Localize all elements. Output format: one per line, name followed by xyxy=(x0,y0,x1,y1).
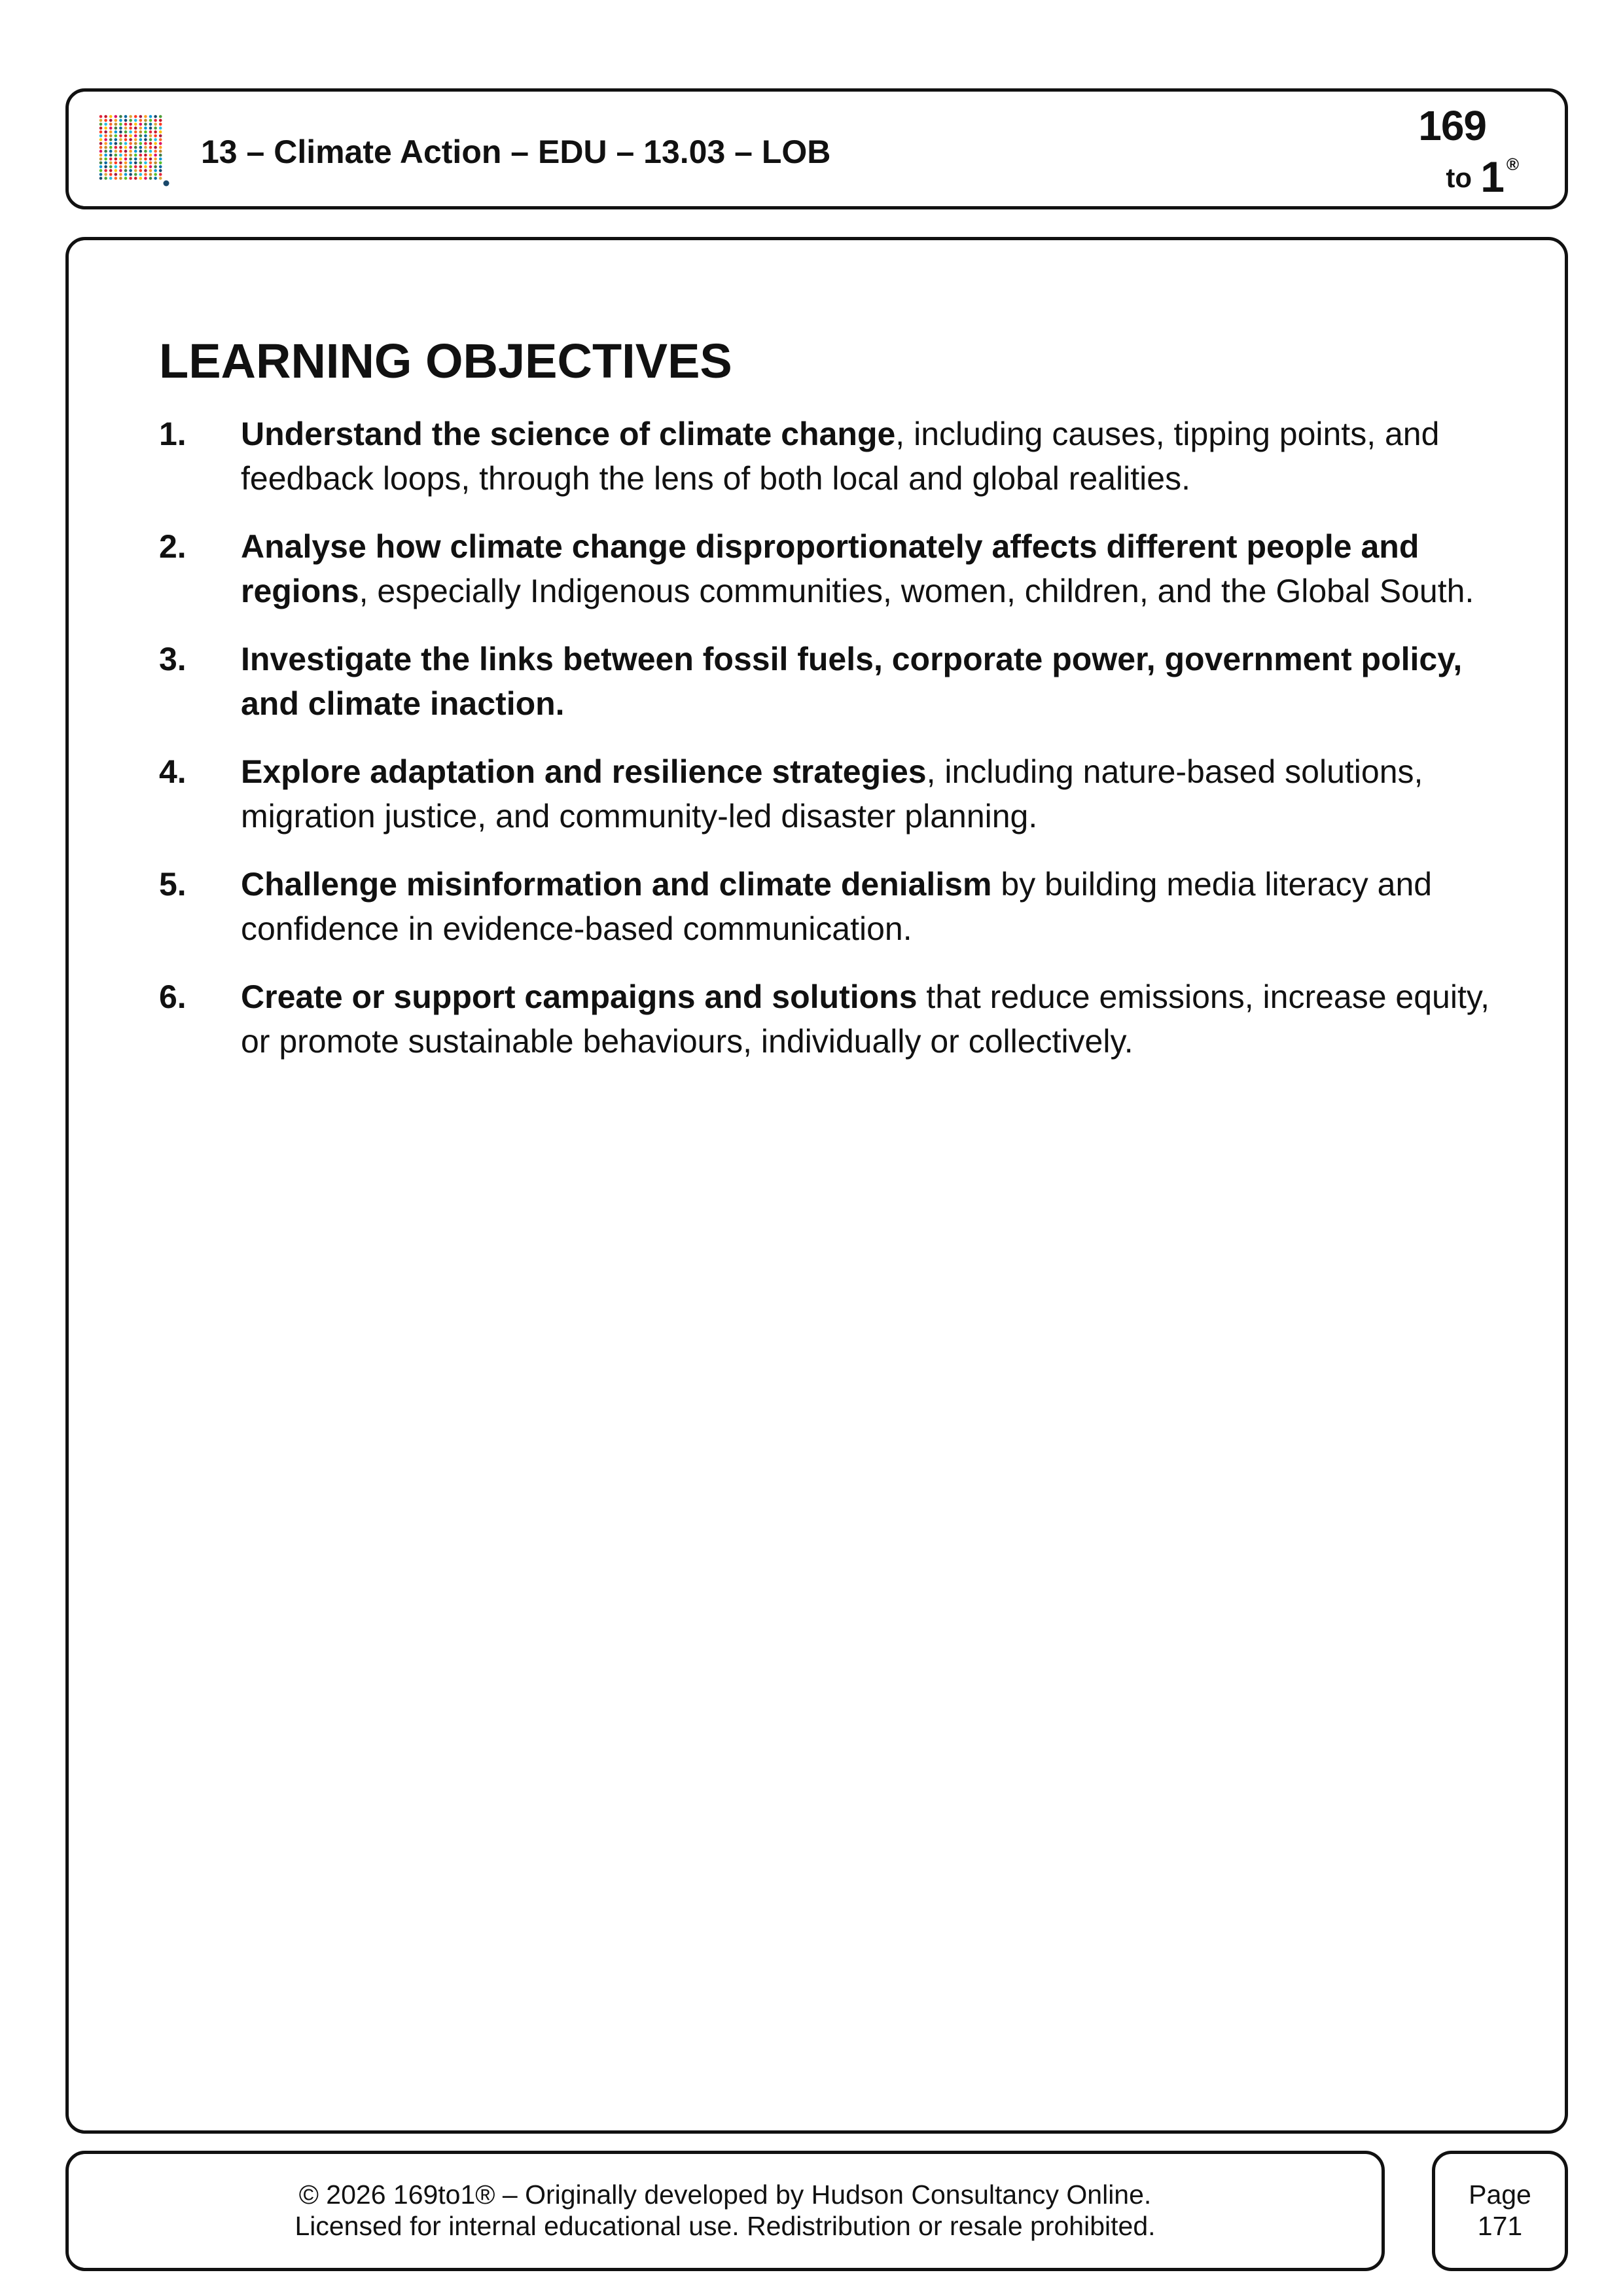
logo-dot xyxy=(134,154,137,157)
logo-dot xyxy=(134,126,137,130)
logo-dot xyxy=(154,150,157,153)
logo-dot xyxy=(134,169,137,172)
logo-dot xyxy=(134,165,137,168)
logo-dot xyxy=(144,146,147,149)
logo-dot xyxy=(149,173,152,176)
objective-bold-text: Challenge misinformation and climate denialism xyxy=(241,866,992,903)
objective-text: that reduce emissions, increase equity, or promote sustainable behaviours, individually or collectively. xyxy=(241,978,1490,1060)
logo-dot xyxy=(109,173,113,176)
logo-dot xyxy=(115,169,118,172)
logo-dot xyxy=(149,169,152,172)
logo-dot xyxy=(134,130,137,134)
logo-dot xyxy=(144,138,147,141)
logo-dot xyxy=(104,146,107,149)
logo-dot xyxy=(109,177,113,180)
license-line: Licensed for internal educational use. Redistribution or resale prohibited. xyxy=(294,2211,1156,2241)
logo-dot xyxy=(139,146,143,149)
logo-dot xyxy=(144,123,147,126)
objective-bold-text: Analyse how climate change disproportionately affects different people and regions xyxy=(241,528,1419,609)
logo-dot xyxy=(124,173,128,176)
logo-dot xyxy=(115,146,118,149)
logo-dot xyxy=(115,154,118,157)
document-title: 13 – Climate Action – EDU – 13.03 – LOB xyxy=(201,134,831,170)
logo-dot xyxy=(115,173,118,176)
logo-dot xyxy=(139,165,143,168)
logo-dot xyxy=(159,146,162,149)
logo-dot xyxy=(124,115,128,118)
brand-logo xyxy=(1388,98,1519,206)
logo-dot xyxy=(104,165,107,168)
logo-dot xyxy=(109,138,113,141)
section-heading: LEARNING OBJECTIVES xyxy=(159,334,732,388)
logo-dot xyxy=(139,169,143,172)
logo-dot xyxy=(149,165,152,168)
logo-dot xyxy=(109,134,113,137)
objective-text: by building media literacy and confidence in evidence-based communication. xyxy=(241,866,1433,947)
logo-dot xyxy=(115,150,118,153)
logo-dot xyxy=(109,115,113,118)
logo-dot xyxy=(104,126,107,130)
logo-dot xyxy=(129,162,132,165)
logo-dot xyxy=(144,126,147,130)
logo-dot xyxy=(119,123,122,126)
logo-dot xyxy=(104,123,107,126)
logo-dot xyxy=(144,177,147,180)
logo-dot xyxy=(124,154,128,157)
logo-dot xyxy=(99,150,103,153)
logo-dot xyxy=(144,158,147,161)
objective-item xyxy=(159,524,1507,613)
logo-dot xyxy=(99,169,103,172)
logo-dot xyxy=(159,142,162,145)
logo-dot xyxy=(144,119,147,122)
logo-dot xyxy=(104,154,107,157)
objective-item xyxy=(159,749,1507,838)
logo-dot xyxy=(139,130,143,134)
logo-dot xyxy=(124,165,128,168)
logo-dot xyxy=(129,169,132,172)
header-bar xyxy=(65,88,1568,209)
logo-dot xyxy=(99,173,103,176)
objective-bold-text: Explore adaptation and resilience strategies xyxy=(241,753,927,790)
logo-dot xyxy=(124,150,128,153)
objective-number: 2. xyxy=(159,528,187,565)
logo-dot xyxy=(159,177,162,180)
logo-dot xyxy=(129,177,132,180)
logo-dot xyxy=(115,165,118,168)
logo-dot xyxy=(139,150,143,153)
logo-dot xyxy=(124,126,128,130)
logo-dot xyxy=(109,158,113,161)
logo-dot xyxy=(154,146,157,149)
objective-bold-text: Create or support campaigns and solutions xyxy=(241,978,918,1015)
logo-dot xyxy=(139,123,143,126)
logo-dot xyxy=(129,146,132,149)
logo-dot xyxy=(149,158,152,161)
logo-dot xyxy=(99,119,103,122)
logo-dot xyxy=(154,119,157,122)
logo-dot xyxy=(104,130,107,134)
logo-dot xyxy=(134,146,137,149)
logo-dot xyxy=(124,119,128,122)
logo-dot xyxy=(149,162,152,165)
objective-bold-text: Investigate the links between fossil fuels, corporate power, government policy, and climate inaction. xyxy=(241,641,1463,722)
main-content-panel xyxy=(65,237,1568,2134)
logo-dot xyxy=(124,134,128,137)
logo-dot xyxy=(149,142,152,145)
logo-dot xyxy=(139,134,143,137)
logo-dot xyxy=(124,158,128,161)
objectives-list xyxy=(159,412,1507,1087)
logo-dot xyxy=(109,165,113,168)
logo-dot xyxy=(124,177,128,180)
logo-dot xyxy=(154,134,157,137)
logo-dot xyxy=(159,130,162,134)
logo-dot xyxy=(115,115,118,118)
logo-dot xyxy=(119,162,122,165)
objective-number: 6. xyxy=(159,978,187,1015)
logo-dot xyxy=(134,119,137,122)
objective-item xyxy=(159,637,1507,726)
logo-dot xyxy=(159,119,162,122)
logo-dot xyxy=(124,146,128,149)
logo-dot xyxy=(119,169,122,172)
page-number: 171 xyxy=(1477,2211,1523,2241)
logo-dot xyxy=(139,173,143,176)
logo-dot xyxy=(99,115,103,118)
logo-dot xyxy=(144,130,147,134)
logo-dot xyxy=(154,177,157,180)
logo-dot xyxy=(115,119,118,122)
objective-item xyxy=(159,862,1507,951)
logo-dot xyxy=(104,138,107,141)
logo-dot xyxy=(144,154,147,157)
logo-dot xyxy=(129,154,132,157)
logo-dot xyxy=(104,177,107,180)
logo-dot xyxy=(144,169,147,172)
logo-dot xyxy=(119,173,122,176)
logo-dot xyxy=(99,123,103,126)
objective-text: , including nature-based solutions, migration justice, and community-led disaster planning. xyxy=(241,753,1423,834)
logo-dot xyxy=(149,119,152,122)
dot-grid-logo-icon xyxy=(98,114,170,187)
logo-accent-dot xyxy=(164,181,169,187)
objective-number: 3. xyxy=(159,641,187,677)
objective-number: 4. xyxy=(159,753,187,790)
logo-dot xyxy=(159,169,162,172)
logo-dot xyxy=(154,165,157,168)
logo-dot xyxy=(149,123,152,126)
logo-dot xyxy=(154,158,157,161)
logo-dot xyxy=(99,158,103,161)
logo-dot xyxy=(119,126,122,130)
logo-dot xyxy=(115,126,118,130)
logo-dot xyxy=(115,142,118,145)
logo-dot xyxy=(104,169,107,172)
logo-dot xyxy=(144,165,147,168)
logo-dot xyxy=(159,126,162,130)
logo-dot xyxy=(109,126,113,130)
brand-registered-mark: ® xyxy=(1506,154,1519,174)
logo-dot xyxy=(119,130,122,134)
logo-dot xyxy=(119,150,122,153)
logo-dot xyxy=(154,142,157,145)
logo-dot xyxy=(99,142,103,145)
logo-dot xyxy=(139,119,143,122)
copyright-line: © 2026 169to1® – Originally developed by Hudson Consultancy Online. xyxy=(298,2179,1152,2210)
logo-dot xyxy=(159,115,162,118)
logo-dot xyxy=(104,162,107,165)
logo-dot xyxy=(154,162,157,165)
logo-dot xyxy=(159,165,162,168)
logo-dot xyxy=(109,123,113,126)
logo-dot xyxy=(134,134,137,137)
logo-dot xyxy=(129,158,132,161)
logo-dot xyxy=(134,158,137,161)
logo-dot xyxy=(119,154,122,157)
logo-dot xyxy=(99,162,103,165)
logo-dot xyxy=(109,162,113,165)
objective-number: 1. xyxy=(159,416,187,452)
logo-dot xyxy=(119,142,122,145)
page-number-box xyxy=(1432,2151,1568,2271)
logo-dot xyxy=(104,134,107,137)
logo-dot xyxy=(159,173,162,176)
logo-dot xyxy=(159,138,162,141)
logo-dot xyxy=(139,142,143,145)
logo-dot xyxy=(134,138,137,141)
logo-dot xyxy=(134,115,137,118)
logo-dot xyxy=(119,115,122,118)
brand-to: to xyxy=(1446,162,1472,193)
logo-dot xyxy=(119,165,122,168)
logo-dot xyxy=(115,130,118,134)
logo-dot xyxy=(134,142,137,145)
logo-dot xyxy=(129,150,132,153)
logo-dot xyxy=(129,165,132,168)
logo-dot xyxy=(144,142,147,145)
logo-dot xyxy=(159,154,162,157)
logo-dot xyxy=(119,138,122,141)
logo-dot xyxy=(129,126,132,130)
logo-dot xyxy=(149,138,152,141)
logo-dot xyxy=(124,162,128,165)
logo-dot xyxy=(99,134,103,137)
logo-dot xyxy=(99,177,103,180)
logo-dot xyxy=(124,142,128,145)
logo-dot xyxy=(144,134,147,137)
logo-dot xyxy=(149,177,152,180)
objective-item xyxy=(159,975,1507,1064)
objective-bold-text: Understand the science of climate change xyxy=(241,416,896,452)
logo-dot xyxy=(139,158,143,161)
logo-dot xyxy=(134,123,137,126)
logo-dot xyxy=(154,126,157,130)
objective-text: , including causes, tipping points, and feedback loops, through the lens of both local and global realities. xyxy=(241,416,1440,497)
logo-dot xyxy=(119,177,122,180)
logo-dot xyxy=(119,134,122,137)
logo-dot xyxy=(99,165,103,168)
logo-dot xyxy=(115,177,118,180)
logo-dot xyxy=(119,158,122,161)
logo-dot xyxy=(99,126,103,130)
logo-dot xyxy=(159,162,162,165)
logo-dot xyxy=(124,130,128,134)
logo-dot xyxy=(144,115,147,118)
logo-dot xyxy=(115,158,118,161)
logo-dot xyxy=(134,177,137,180)
logo-dot xyxy=(104,158,107,161)
logo-dot xyxy=(115,123,118,126)
logo-dot xyxy=(149,146,152,149)
logo-dot xyxy=(159,123,162,126)
logo-dot xyxy=(149,115,152,118)
logo-dot xyxy=(139,138,143,141)
logo-dot xyxy=(149,134,152,137)
logo-dot xyxy=(109,169,113,172)
logo-dot xyxy=(129,119,132,122)
logo-dot xyxy=(139,126,143,130)
logo-dot xyxy=(104,119,107,122)
logo-dot xyxy=(119,146,122,149)
objective-text: , especially Indigenous communities, women, children, and the Global South. xyxy=(359,573,1474,609)
logo-dot xyxy=(129,123,132,126)
logo-dot xyxy=(109,119,113,122)
logo-dot xyxy=(99,154,103,157)
logo-dot xyxy=(134,162,137,165)
brand-number: 169 xyxy=(1418,102,1486,149)
logo-dot xyxy=(109,150,113,153)
brand-one: 1 xyxy=(1480,152,1505,201)
logo-dot xyxy=(109,154,113,157)
logo-dot xyxy=(124,169,128,172)
logo-dot xyxy=(129,173,132,176)
logo-dot xyxy=(154,130,157,134)
logo-dot xyxy=(104,150,107,153)
logo-dot xyxy=(124,123,128,126)
logo-dot xyxy=(154,173,157,176)
logo-dot xyxy=(134,150,137,153)
logo-dot xyxy=(99,138,103,141)
logo-dot xyxy=(139,115,143,118)
logo-dot xyxy=(115,138,118,141)
logo-dot xyxy=(134,173,137,176)
logo-dot xyxy=(129,142,132,145)
logo-dot xyxy=(149,130,152,134)
logo-dot xyxy=(139,162,143,165)
logo-dot xyxy=(129,134,132,137)
logo-dot xyxy=(154,115,157,118)
logo-dot xyxy=(119,119,122,122)
logo-dot xyxy=(139,154,143,157)
page-label: Page xyxy=(1469,2179,1531,2210)
logo-dot xyxy=(149,126,152,130)
logo-dot xyxy=(109,130,113,134)
logo-dot xyxy=(139,177,143,180)
logo-dot xyxy=(154,154,157,157)
logo-dot xyxy=(115,162,118,165)
logo-dot xyxy=(129,138,132,141)
logo-dot xyxy=(154,123,157,126)
logo-dot xyxy=(159,150,162,153)
logo-dot xyxy=(149,154,152,157)
logo-dot xyxy=(99,130,103,134)
logo-dot xyxy=(149,150,152,153)
logo-dot xyxy=(159,134,162,137)
logo-dot xyxy=(104,115,107,118)
logo-dot xyxy=(154,138,157,141)
logo-dot xyxy=(115,134,118,137)
logo-dot xyxy=(124,138,128,141)
logo-dot xyxy=(99,146,103,149)
logo-dot xyxy=(129,115,132,118)
logo-dot xyxy=(109,146,113,149)
logo-dot xyxy=(154,169,157,172)
logo-dot xyxy=(144,162,147,165)
logo-dot xyxy=(104,142,107,145)
logo-dot xyxy=(109,142,113,145)
logo-dot xyxy=(144,150,147,153)
logo-dot xyxy=(159,158,162,161)
logo-dot xyxy=(129,130,132,134)
logo-dot xyxy=(144,173,147,176)
objective-number: 5. xyxy=(159,866,187,903)
footer-notice xyxy=(65,2151,1385,2271)
objective-item xyxy=(159,412,1507,501)
logo-dot xyxy=(104,173,107,176)
